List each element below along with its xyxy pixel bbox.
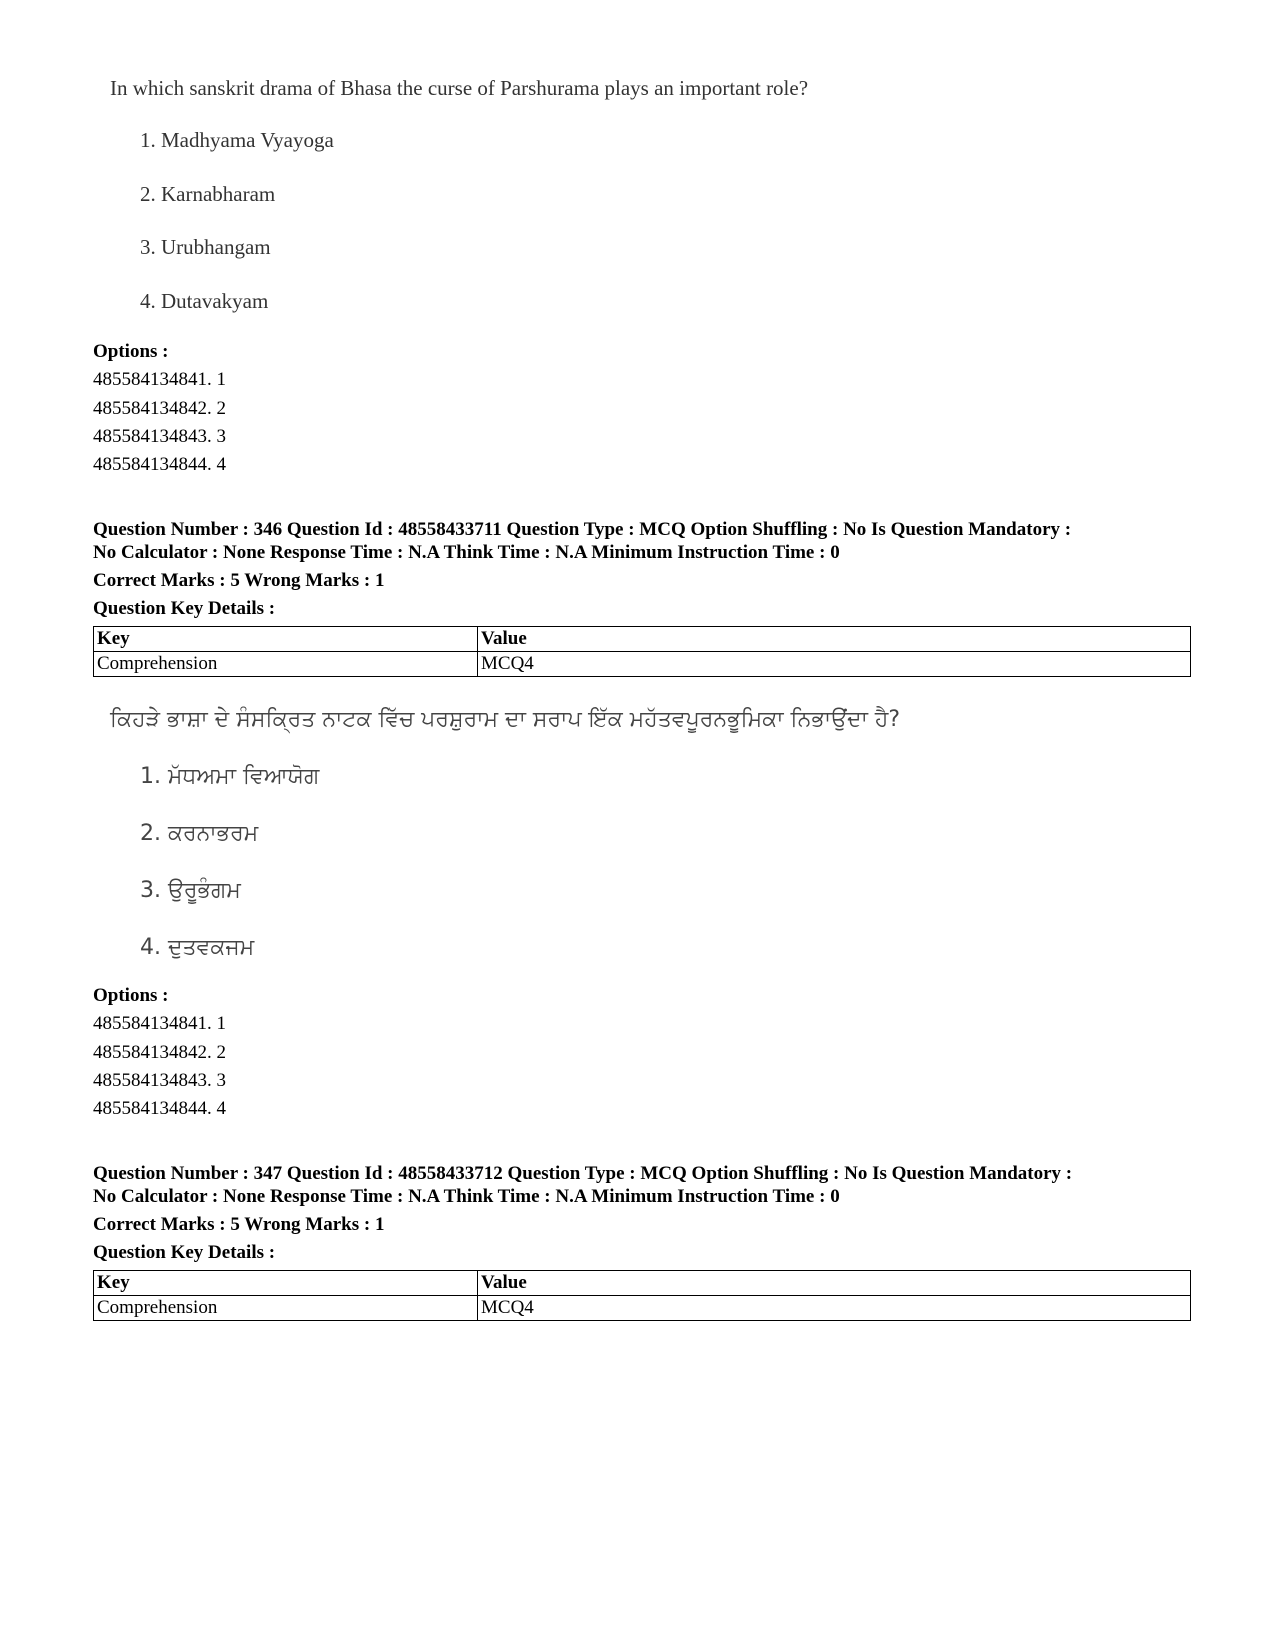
option-item: 485584134841. 1 — [93, 369, 226, 391]
table-header-cell: Key — [94, 1271, 478, 1296]
question-option: 1. ਮੱਧਅਮਾ ਵਿਆਯੋਗ — [140, 764, 320, 789]
question-meta-line: No Calculator : None Response Time : N.A Think Time : N.A Minimum Instruction Time : 0 — [93, 542, 840, 563]
table-cell: MCQ4 — [478, 1296, 1191, 1321]
table-cell: Comprehension — [94, 1296, 478, 1321]
option-item: 485584134842. 2 — [93, 397, 226, 419]
question-option: 2. ਕਰਨਾਭਰਮ — [140, 821, 259, 846]
table-row — [94, 652, 1191, 677]
question-option: 3. ਉਰੂਭੰਗਮ — [140, 878, 241, 903]
question-key-table — [93, 1270, 1191, 1321]
options-heading: Options : — [93, 341, 169, 362]
options-heading: Options : — [93, 985, 169, 1006]
table-cell: Comprehension — [94, 652, 478, 677]
option-item: 485584134842. 2 — [93, 1041, 226, 1063]
question-option: 2. Karnabharam — [140, 182, 276, 206]
question-text: In which sanskrit drama of Bhasa the curse of Parshurama plays an important role? — [110, 76, 809, 100]
question-marks: Correct Marks : 5 Wrong Marks : 1 — [93, 1214, 385, 1235]
question-option: 1. Madhyama Vyayoga — [140, 128, 334, 152]
question-meta-line: Question Number : 346 Question Id : 48558433711 Question Type : MCQ Option Shuffling : No Is Question Mandatory : — [93, 519, 1072, 540]
key-details-heading: Question Key Details : — [93, 1242, 276, 1263]
question-meta — [93, 1162, 1193, 1264]
table-header-row — [94, 627, 1191, 652]
table-row — [94, 1296, 1191, 1321]
question-option: 3. Urubhangam — [140, 235, 271, 259]
table-header-cell: Value — [478, 627, 1191, 652]
key-details-heading: Question Key Details : — [93, 598, 276, 619]
question-image-punjabi — [110, 708, 1010, 958]
table-header-cell: Key — [94, 627, 478, 652]
question-meta — [93, 518, 1193, 620]
question-meta-line: No Calculator : None Response Time : N.A Think Time : N.A Minimum Instruction Time : 0 — [93, 1186, 840, 1207]
option-item: 485584134843. 3 — [93, 1069, 226, 1091]
question-meta-line: Question Number : 347 Question Id : 48558433712 Question Type : MCQ Option Shuffling : No Is Question Mandatory : — [93, 1163, 1073, 1184]
options-block — [93, 338, 1193, 479]
question-marks: Correct Marks : 5 Wrong Marks : 1 — [93, 570, 385, 591]
option-item: 485584134844. 4 — [93, 454, 226, 476]
question-key-table — [93, 626, 1191, 677]
table-cell: MCQ4 — [478, 652, 1191, 677]
option-item: 485584134844. 4 — [93, 1098, 226, 1120]
question-image-english — [110, 76, 1010, 316]
question-text: ਕਿਹੜੇ ਭਾਸ਼ਾ ਦੇ ਸੰਸਕ੍ਰਿਤ ਨਾਟਕ ਵਿੱਚ ਪਰਸ਼ੁਰਾਮ ਦਾ ਸਰਾਪ ਇੱਕ ਮਹੱਤਵਪੂਰਨਭੂਮਿਕਾ ਨਿਭਾਉਂਦਾ ਹੈ? — [110, 707, 901, 732]
table-header-row — [94, 1271, 1191, 1296]
table-header-cell: Value — [478, 1271, 1191, 1296]
options-block — [93, 982, 1193, 1123]
question-option: 4. ਦੁਤਵਕਜਮ — [140, 935, 255, 960]
option-item: 485584134841. 1 — [93, 1013, 226, 1035]
option-item: 485584134843. 3 — [93, 425, 226, 447]
question-option: 4. Dutavakyam — [140, 289, 269, 313]
